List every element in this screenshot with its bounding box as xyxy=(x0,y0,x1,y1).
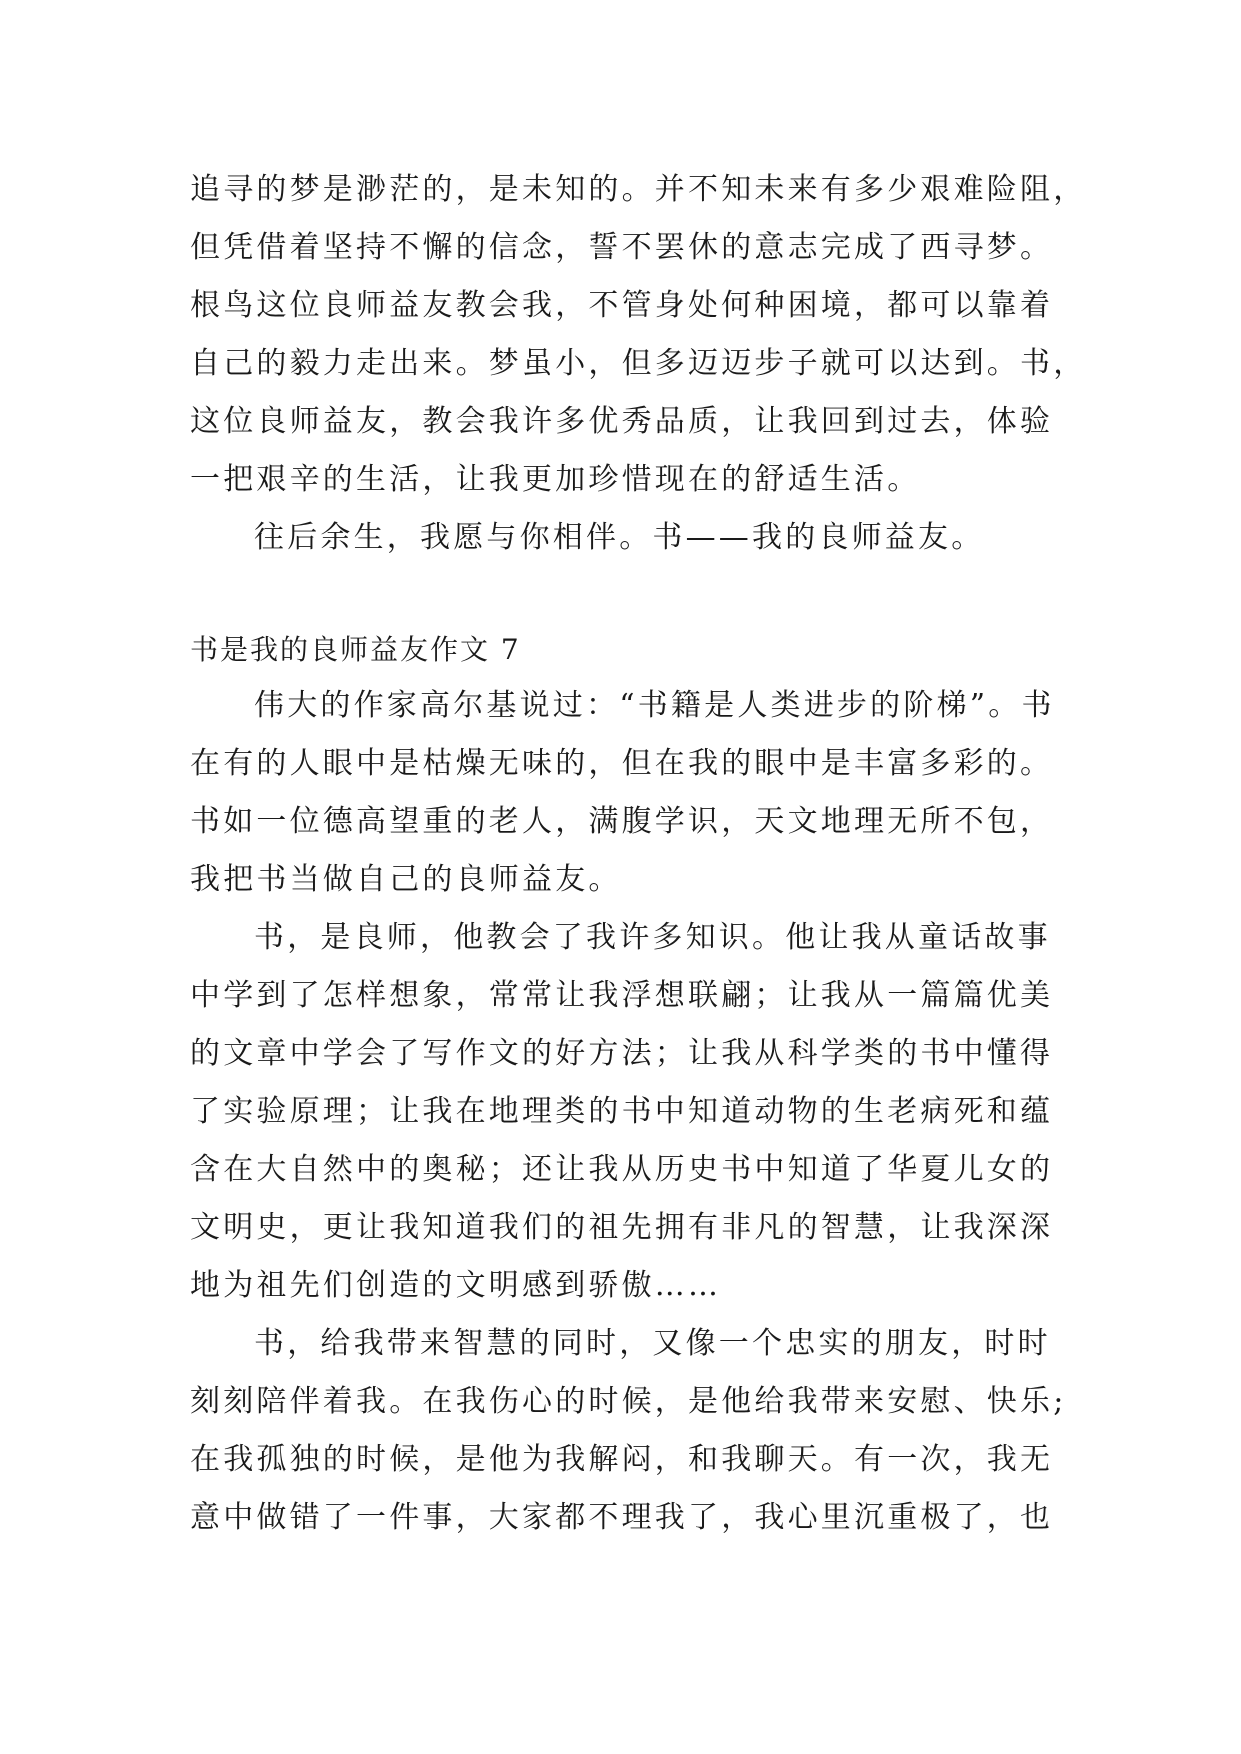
text-line: 这位良师益友，教会我许多优秀品质，让我回到过去，体验 xyxy=(190,404,1054,439)
text-line: 文明史，更让我知道我们的祖先拥有非凡的智慧，让我深深 xyxy=(190,1210,1054,1245)
paragraph-first-line: 往后余生，我愿与你相伴。书——我的良师益友。 xyxy=(254,520,985,555)
text-line: 追寻的梦是渺茫的，是未知的。并不知未来有多少艰难险阻， xyxy=(190,172,1087,207)
text-line: 自己的毅力走出来。梦虽小，但多迈迈步子就可以达到。书， xyxy=(190,346,1087,381)
paragraph-first-line: 书，给我带来智慧的同时，又像一个忠实的朋友，时时 xyxy=(254,1326,1051,1361)
paragraph-first-line: 伟大的作家高尔基说过：“书籍是人类进步的阶梯”。书 xyxy=(254,688,1055,723)
text-line: 刻刻陪伴着我。在我伤心的时候，是他给我带来安慰、快乐; xyxy=(190,1384,1067,1419)
text-line: 意中做错了一件事，大家都不理我了，我心里沉重极了，也 xyxy=(190,1500,1054,1535)
paragraph-first-line: 书，是良师，他教会了我许多知识。他让我从童话故事 xyxy=(254,920,1051,955)
text-line: 我把书当做自己的良师益友。 xyxy=(190,862,622,897)
text-line: 在有的人眼中是枯燥无味的，但在我的眼中是丰富多彩的。 xyxy=(190,746,1054,781)
text-line: 一把艰辛的生活，让我更加珍惜现在的舒适生活。 xyxy=(190,462,921,497)
text-line: 中学到了怎样想象，常常让我浮想联翩；让我从一篇篇优美 xyxy=(190,978,1054,1013)
text-line: 在我孤独的时候，是他为我解闷，和我聊天。有一次，我无 xyxy=(190,1442,1054,1477)
section-heading: 书是我的良师益友作文 7 xyxy=(190,633,521,666)
text-line: 书如一位德高望重的老人，满腹学识，天文地理无所不包， xyxy=(190,804,1054,839)
text-line: 了实验原理；让我在地理类的书中知道动物的生老病死和蕴 xyxy=(190,1094,1054,1129)
text-line: 根鸟这位良师益友教会我，不管身处何种困境，都可以靠着 xyxy=(190,288,1054,323)
text-line: 含在大自然中的奥秘；还让我从历史书中知道了华夏儿女的 xyxy=(190,1152,1054,1187)
text-line: 的文章中学会了写作文的好方法；让我从科学类的书中懂得 xyxy=(190,1036,1054,1071)
text-line: 地为祖先们创造的文明感到骄傲…… xyxy=(190,1268,722,1303)
text-line: 但凭借着坚持不懈的信念，誓不罢休的意志完成了西寻梦。 xyxy=(190,230,1054,265)
